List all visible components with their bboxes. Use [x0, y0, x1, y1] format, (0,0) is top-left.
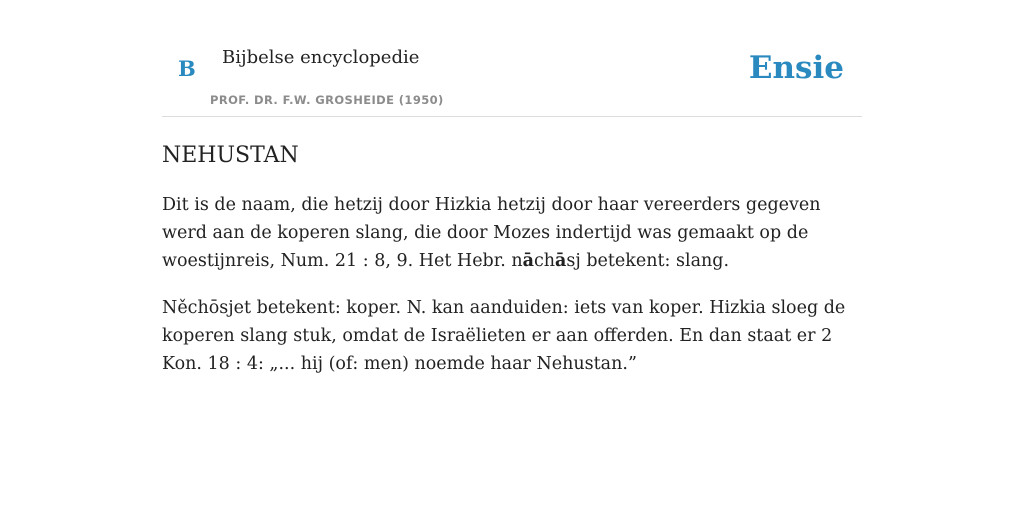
paragraph-1-bold-vowel: ā — [555, 250, 567, 271]
brand-logo-link[interactable]: Ensie — [748, 50, 844, 86]
entry-paragraph-1 — [162, 191, 862, 275]
page — [162, 0, 862, 378]
paragraph-1-bold-vowel: ā — [522, 250, 534, 271]
book-logo-letter: B — [178, 56, 196, 81]
book-author: PROF. DR. F.W. GROSHEIDE (1950) — [210, 93, 444, 107]
entry-title: NEHUSTAN — [162, 143, 299, 168]
header — [162, 0, 862, 117]
entry-paragraph-2: Něchōsjet betekent: koper. N. kan aanduiden: iets van koper. Hizkia sloeg de koperen slang stuk, omdat de Israëlieten er aan offerden. En dan staat er 2 Kon. 18 : 4: „... hij (of: men) noemde haar Nehustan.” — [162, 297, 846, 374]
book-title: Bijbelse encyclopedie — [222, 47, 420, 68]
paragraph-1-text: Dit is de naam, die hetzij door Hizkia hetzij door haar vereerders gegeven werd aan de koperen slang, die door Mozes indertijd was gemaakt op de woestijnreis, Num. 21 : 8, 9. Het Hebr. n — [162, 194, 821, 271]
paragraph-1-text: sj betekent: slang. — [566, 250, 730, 271]
paragraph-1-text: ch — [533, 250, 556, 271]
